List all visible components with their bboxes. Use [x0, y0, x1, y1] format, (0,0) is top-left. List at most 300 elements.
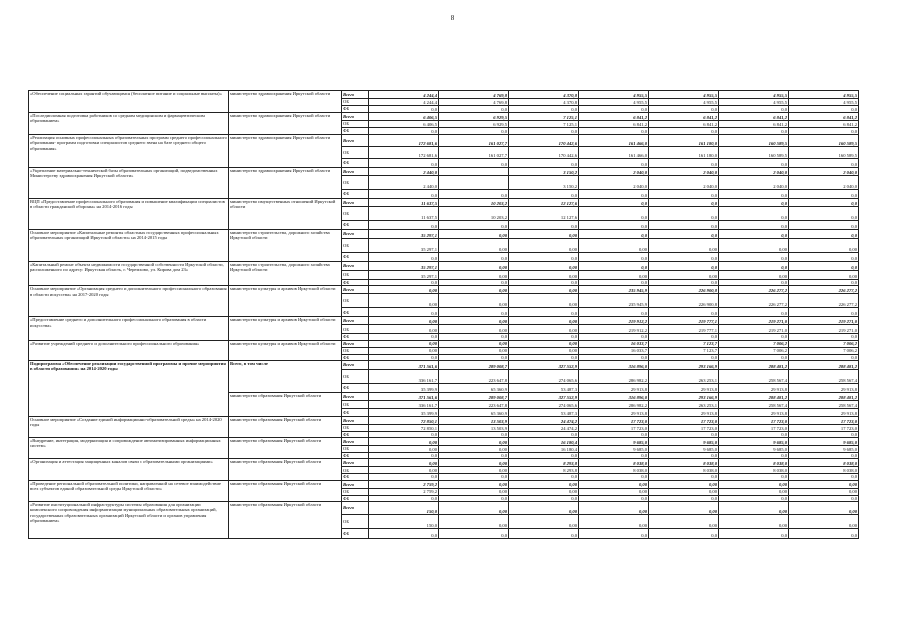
- funding-source: Всего: [342, 416, 369, 424]
- value-cell: 0,0: [509, 495, 579, 501]
- value-cell: 4 244,4: [369, 91, 439, 99]
- value-cell: 0,00: [719, 488, 789, 495]
- value-cell: 0,0: [579, 308, 649, 317]
- value-cell: 219 912,2: [579, 325, 649, 334]
- value-cell: 35 399,9: [369, 383, 439, 392]
- row-name: «Проведение региональной образовательной политики, направленной на сетевое взаимодействие всех субъектов единой образовательной среды Иркутской области»: [29, 480, 229, 501]
- row-name: Основное мероприятие «Капитальные ремонты областных государственных профессиональных образовательных организаций Иркутской области» на 2014-2015 годы: [29, 230, 229, 262]
- funding-source: ФБ: [342, 453, 369, 459]
- value-cell: 0,00: [649, 239, 719, 253]
- value-cell: 29 913,8: [789, 408, 859, 416]
- table-row: [29, 360, 859, 369]
- value-cell: 6 929,5: [439, 121, 509, 128]
- value-cell: 0,0: [789, 495, 859, 501]
- value-cell: 0,0: [649, 159, 719, 168]
- funding-source: Всего: [342, 459, 369, 467]
- value-cell: 0,00: [369, 438, 439, 446]
- value-cell: 4 769,8: [439, 99, 509, 106]
- funding-source: ФБ: [342, 128, 369, 135]
- value-cell: 172 681,6: [369, 135, 439, 147]
- value-cell: 0,0: [579, 474, 649, 480]
- value-cell: 0,00: [579, 480, 649, 488]
- value-cell: 289 008,7: [439, 392, 509, 400]
- value-cell: 0,00: [579, 239, 649, 253]
- value-cell: 258 567,4: [719, 400, 789, 408]
- value-cell: 0,0: [719, 354, 789, 360]
- value-cell: 0,00: [439, 514, 509, 528]
- value-cell: 0,0: [789, 221, 859, 230]
- value-cell: 0,00: [439, 459, 509, 467]
- value-cell: 11 637,5: [369, 207, 439, 221]
- value-cell: 12 127,6: [509, 207, 579, 221]
- value-cell: 29 913,8: [579, 383, 649, 392]
- value-cell: 0,00: [509, 340, 579, 347]
- value-cell: 0,00: [439, 347, 509, 354]
- value-cell: 35 297,1: [369, 239, 439, 253]
- row-name: «Развитие институциональной инфраструктуры системы образования для организации комплексного сопровождения информатизации муниципальных образовательных организаций, государственных образовательных организаций Иркутской области и органов управления образованием»: [29, 501, 229, 538]
- value-cell: 226 277,2: [719, 294, 789, 308]
- value-cell: 0,0: [789, 230, 859, 239]
- value-cell: 0,00: [509, 488, 579, 495]
- funding-source: ФБ: [342, 280, 369, 286]
- value-cell: 17 723,0: [649, 416, 719, 424]
- value-cell: 161 466,0: [579, 147, 649, 159]
- value-cell: 2 040,0: [649, 176, 719, 190]
- value-cell: 7 006,2: [789, 347, 859, 354]
- value-cell: 0,0: [789, 528, 859, 538]
- value-cell: 17 723,0: [649, 424, 719, 431]
- funding-source: ОБ: [342, 239, 369, 253]
- value-cell: 161 180,0: [649, 147, 719, 159]
- value-cell: 0,0: [509, 453, 579, 459]
- value-cell: 0,0: [509, 128, 579, 135]
- value-cell: 0,0: [369, 431, 439, 437]
- value-cell: 226 277,2: [789, 294, 859, 308]
- value-cell: 0,00: [439, 317, 509, 325]
- value-cell: 0,00: [439, 294, 509, 308]
- funding-source: ОБ: [342, 369, 369, 383]
- value-cell: 9 685,0: [649, 446, 719, 453]
- row-executor: министерство здравоохранения Иркутской области: [229, 91, 342, 113]
- value-cell: 0,0: [509, 159, 579, 168]
- value-cell: 2 759,2: [369, 480, 439, 488]
- value-cell: 0,0: [509, 308, 579, 317]
- value-cell: 0,0: [649, 253, 719, 262]
- value-cell: 0,00: [509, 501, 579, 514]
- value-cell: 0,0: [649, 453, 719, 459]
- value-cell: 6 929,5: [439, 113, 509, 121]
- table-row: [29, 416, 859, 424]
- row-executor: министерство культуры и архивов Иркутской области: [229, 317, 342, 340]
- value-cell: 0,0: [369, 528, 439, 538]
- value-cell: 235 945,9: [579, 294, 649, 308]
- funding-source: ФБ: [342, 474, 369, 480]
- value-cell: 4 769,8: [439, 91, 509, 99]
- value-cell: 0,00: [369, 286, 439, 294]
- value-cell: 263 253,1: [649, 400, 719, 408]
- value-cell: 0,0: [789, 253, 859, 262]
- value-cell: 235 945,9: [579, 286, 649, 294]
- value-cell: 219 271,0: [789, 325, 859, 334]
- value-cell: 0,00: [509, 480, 579, 488]
- value-cell: 0,00: [509, 325, 579, 334]
- funding-source: ФБ: [342, 253, 369, 262]
- value-cell: 0,0: [439, 128, 509, 135]
- value-cell: 258 567,4: [789, 369, 859, 383]
- value-cell: 288 481,2: [719, 360, 789, 369]
- value-cell: 219 912,2: [579, 317, 649, 325]
- value-cell: 0,0: [649, 199, 719, 207]
- value-cell: 0,0: [649, 207, 719, 221]
- value-cell: 4 955,5: [649, 91, 719, 99]
- value-cell: 9 685,0: [789, 438, 859, 446]
- value-cell: 0,0: [509, 474, 579, 480]
- value-cell: 2 040,0: [789, 168, 859, 176]
- value-cell: 4 955,5: [719, 91, 789, 99]
- row-executor: министерство образования Иркутской области: [229, 501, 342, 538]
- table-row: [29, 438, 859, 446]
- funding-source: Всего: [342, 480, 369, 488]
- value-cell: 0,0: [789, 159, 859, 168]
- value-cell: 0,0: [719, 528, 789, 538]
- funding-source: ФБ: [342, 383, 369, 392]
- value-cell: 0,00: [439, 446, 509, 453]
- row-executor: министерство образования Иркутской области: [229, 438, 342, 459]
- value-cell: 0,00: [369, 340, 439, 347]
- value-cell: 0,00: [649, 488, 719, 495]
- value-cell: 0,0: [439, 280, 509, 286]
- value-cell: 9 685,0: [719, 438, 789, 446]
- value-cell: 0,0: [649, 221, 719, 230]
- value-cell: 371 561,6: [369, 392, 439, 400]
- value-cell: 0,0: [509, 528, 579, 538]
- value-cell: 0,0: [789, 280, 859, 286]
- value-cell: 0,00: [509, 271, 579, 280]
- subprogram-executor-total: Всего, в том числе: [229, 360, 342, 392]
- value-cell: 336 161,7: [369, 369, 439, 383]
- funding-source: ФБ: [342, 431, 369, 437]
- funding-source: ОБ: [342, 446, 369, 453]
- value-cell: 0,0: [579, 106, 649, 113]
- value-cell: 150,0: [369, 514, 439, 528]
- value-cell: 0,0: [649, 354, 719, 360]
- value-cell: 0,0: [649, 334, 719, 340]
- row-executor: министерство культуры и архивов Иркутской области: [229, 286, 342, 317]
- value-cell: 0,0: [579, 431, 649, 437]
- funding-source: ОБ: [342, 121, 369, 128]
- funding-source: ФБ: [342, 354, 369, 360]
- table-row: [29, 135, 859, 147]
- value-cell: 0,00: [439, 467, 509, 474]
- value-cell: 0,0: [439, 528, 509, 538]
- value-cell: 0,0: [789, 354, 859, 360]
- value-cell: 0,0: [509, 253, 579, 262]
- value-cell: 2 040,0: [789, 176, 859, 190]
- funding-source: ОБ: [342, 424, 369, 431]
- value-cell: [439, 168, 509, 176]
- value-cell: 0,00: [439, 501, 509, 514]
- value-cell: 0,0: [369, 495, 439, 501]
- value-cell: 2 040,0: [719, 176, 789, 190]
- value-cell: 0,0: [789, 128, 859, 135]
- value-cell: 0,0: [439, 159, 509, 168]
- value-cell: 29 913,8: [649, 383, 719, 392]
- funding-source: Всего: [342, 262, 369, 271]
- value-cell: 0,0: [649, 474, 719, 480]
- value-cell: 0,0: [369, 190, 439, 199]
- funding-source: Всего: [342, 113, 369, 121]
- value-cell: 0,0: [789, 106, 859, 113]
- value-cell: 0,0: [719, 128, 789, 135]
- value-cell: 0,0: [719, 495, 789, 501]
- value-cell: 0,00: [509, 347, 579, 354]
- value-cell: 8 293,8: [509, 467, 579, 474]
- value-cell: 0,0: [579, 495, 649, 501]
- value-cell: 4 955,5: [719, 99, 789, 106]
- value-cell: 226 277,2: [789, 286, 859, 294]
- funding-source: ОБ: [342, 207, 369, 221]
- value-cell: 2 040,0: [579, 176, 649, 190]
- row-name: «Обеспечение социальных гарантий обучающимся (бесплатное питание и социальные выплаты)»: [29, 91, 229, 113]
- value-cell: 0,0: [439, 453, 509, 459]
- value-cell: 0,00: [579, 501, 649, 514]
- funding-source: Всего: [342, 91, 369, 99]
- value-cell: 0,0: [649, 528, 719, 538]
- value-cell: [439, 176, 509, 190]
- value-cell: 0,0: [719, 334, 789, 340]
- value-cell: 35 399,9: [369, 408, 439, 416]
- value-cell: 0,0: [439, 190, 509, 199]
- value-cell: 0,0: [369, 128, 439, 135]
- value-cell: 0,0: [719, 106, 789, 113]
- budget-table-body: [29, 91, 859, 539]
- value-cell: 0,0: [369, 308, 439, 317]
- funding-source: ОБ: [342, 467, 369, 474]
- table-row: [29, 317, 859, 325]
- value-cell: 0,0: [579, 221, 649, 230]
- value-cell: 219 777,1: [649, 317, 719, 325]
- row-executor: министерство строительства, дорожного хозяйства Иркутской области: [229, 230, 342, 262]
- value-cell: 53 487,3: [509, 383, 579, 392]
- value-cell: 0,0: [579, 207, 649, 221]
- value-cell: 0,0: [509, 106, 579, 113]
- value-cell: 170 442,6: [509, 135, 579, 147]
- value-cell: 17 723,0: [789, 416, 859, 424]
- value-cell: 6 841,2: [789, 121, 859, 128]
- value-cell: 29 913,8: [719, 383, 789, 392]
- value-cell: 0,0: [789, 199, 859, 207]
- value-cell: 0,0: [719, 253, 789, 262]
- value-cell: 8 293,8: [509, 459, 579, 467]
- value-cell: 6 841,2: [649, 113, 719, 121]
- value-cell: 0,00: [439, 340, 509, 347]
- value-cell: 371 561,6: [369, 360, 439, 369]
- value-cell: 0,0: [369, 221, 439, 230]
- funding-source: Всего: [342, 135, 369, 147]
- value-cell: 327 552,9: [509, 360, 579, 369]
- value-cell: 8 038,0: [789, 467, 859, 474]
- value-cell: 0,00: [439, 480, 509, 488]
- value-cell: 0,0: [509, 280, 579, 286]
- value-cell: 0,00: [369, 317, 439, 325]
- funding-source: Всего: [342, 199, 369, 207]
- funding-source: ФБ: [342, 334, 369, 340]
- value-cell: 13 503,9: [439, 424, 509, 431]
- value-cell: 0,00: [649, 480, 719, 488]
- value-cell: 161 027,7: [439, 147, 509, 159]
- value-cell: 293 166,9: [649, 392, 719, 400]
- value-cell: 288 481,2: [789, 360, 859, 369]
- value-cell: 170 442,6: [509, 147, 579, 159]
- value-cell: 72 850,1: [369, 416, 439, 424]
- row-executor: министерство здравоохранения Иркутской области: [229, 113, 342, 135]
- row-executor: министерство имущественных отношений Иркутской области: [229, 199, 342, 230]
- value-cell: 17 723,0: [579, 416, 649, 424]
- value-cell: 0,0: [719, 453, 789, 459]
- value-cell: 7 006,2: [719, 347, 789, 354]
- row-name: «Реализация основных профессиональных образовательных программ среднего профессионального образования- программ подготовки специалистов среднего звена на базе среднего общего образования»: [29, 135, 229, 168]
- value-cell: 288 481,2: [789, 392, 859, 400]
- value-cell: 0,0: [789, 334, 859, 340]
- value-cell: 7 006,2: [789, 340, 859, 347]
- value-cell: 219 271,0: [719, 325, 789, 334]
- value-cell: 316 896,0: [579, 392, 649, 400]
- value-cell: 8 038,0: [649, 467, 719, 474]
- value-cell: 35 297,1: [369, 230, 439, 239]
- value-cell: 7 125,1: [509, 113, 579, 121]
- value-cell: 0,00: [509, 294, 579, 308]
- row-executor: министерство образования Иркутской области: [229, 416, 342, 437]
- value-cell: 0,00: [439, 230, 509, 239]
- value-cell: 0,0: [719, 221, 789, 230]
- value-cell: 327 552,9: [509, 392, 579, 400]
- value-cell: 0,0: [789, 262, 859, 271]
- value-cell: 16 180,4: [509, 446, 579, 453]
- value-cell: 293 166,9: [649, 360, 719, 369]
- value-cell: 0,00: [369, 294, 439, 308]
- value-cell: 0,0: [649, 190, 719, 199]
- value-cell: 172 681,6: [369, 147, 439, 159]
- value-cell: 10 203,2: [439, 199, 509, 207]
- value-cell: 8 038,0: [719, 459, 789, 467]
- value-cell: 0,00: [439, 488, 509, 495]
- value-cell: 72 850,1: [369, 424, 439, 431]
- value-cell: 2 440,0: [369, 176, 439, 190]
- value-cell: 6 406,5: [369, 121, 439, 128]
- value-cell: 0,0: [579, 253, 649, 262]
- value-cell: 6 406,5: [369, 113, 439, 121]
- value-cell: 0,00: [649, 514, 719, 528]
- table-row: [29, 480, 859, 488]
- value-cell: 161 027,7: [439, 135, 509, 147]
- value-cell: 8 038,0: [579, 467, 649, 474]
- value-cell: 0,0: [369, 106, 439, 113]
- value-cell: 226 277,2: [719, 286, 789, 294]
- value-cell: 0,00: [579, 514, 649, 528]
- value-cell: 0,0: [579, 334, 649, 340]
- value-cell: 0,0: [789, 190, 859, 199]
- funding-source: ОБ: [342, 147, 369, 159]
- value-cell: 0,0: [509, 334, 579, 340]
- value-cell: 65 360,9: [439, 383, 509, 392]
- funding-source: ФБ: [342, 106, 369, 113]
- funding-source: ОБ: [342, 325, 369, 334]
- table-row: [29, 199, 859, 207]
- value-cell: 0,0: [719, 207, 789, 221]
- row-name: «Организация и аттестация защищенных каналов связи с образовательными организациями»: [29, 459, 229, 480]
- value-cell: 263 253,1: [649, 369, 719, 383]
- value-cell: 17 723,0: [719, 416, 789, 424]
- row-name: Основное мероприятие «Организация среднего и дополнительного профессионального образования в области искусства» на 2017-2020 годы: [29, 286, 229, 317]
- value-cell: 161 466,0: [579, 135, 649, 147]
- value-cell: 0,0: [439, 474, 509, 480]
- value-cell: 0,00: [789, 271, 859, 280]
- funding-source: Всего: [342, 360, 369, 369]
- value-cell: 2 040,0: [719, 168, 789, 176]
- value-cell: 219 271,0: [789, 317, 859, 325]
- value-cell: 17 723,0: [719, 424, 789, 431]
- value-cell: 0,0: [579, 159, 649, 168]
- value-cell: 9 685,0: [789, 446, 859, 453]
- value-cell: 0,0: [369, 334, 439, 340]
- value-cell: 2 440,0: [369, 168, 439, 176]
- funding-source: Всего: [342, 317, 369, 325]
- value-cell: 7 125,1: [509, 121, 579, 128]
- funding-source: Всего: [342, 230, 369, 239]
- funding-source: ФБ: [342, 408, 369, 416]
- value-cell: 4 955,5: [579, 91, 649, 99]
- value-cell: 6 841,2: [789, 113, 859, 121]
- row-executor: министерство образования Иркутской области: [229, 459, 342, 480]
- value-cell: 9 685,0: [719, 446, 789, 453]
- value-cell: 0,0: [509, 190, 579, 199]
- value-cell: 0,0: [649, 431, 719, 437]
- value-cell: 274 065,6: [509, 369, 579, 383]
- funding-source: ФБ: [342, 221, 369, 230]
- value-cell: 9 685,0: [649, 438, 719, 446]
- value-cell: 29 913,8: [579, 408, 649, 416]
- value-cell: 219 777,1: [649, 325, 719, 334]
- row-executor: министерство строительства, дорожного хозяйства Иркутской области: [229, 262, 342, 286]
- row-name: «Развитие учреждений среднего и дополнительного профессионального образования»: [29, 340, 229, 360]
- value-cell: 8 038,0: [789, 459, 859, 467]
- value-cell: 16 180,4: [509, 438, 579, 446]
- funding-source: ФБ: [342, 190, 369, 199]
- value-cell: 0,0: [439, 106, 509, 113]
- value-cell: 0,0: [439, 221, 509, 230]
- funding-source: ОБ: [342, 514, 369, 528]
- value-cell: 0,00: [509, 262, 579, 271]
- row-name: Основное мероприятие «Создание единой информационно-образовательной среды» на 2014-2020 годы: [29, 416, 229, 437]
- value-cell: 0,00: [719, 480, 789, 488]
- value-cell: 29 913,8: [719, 408, 789, 416]
- value-cell: 29 913,8: [789, 383, 859, 392]
- row-executor: министерство здравоохранения Иркутской области: [229, 135, 342, 168]
- value-cell: 160 589,5: [789, 147, 859, 159]
- value-cell: 258 567,4: [789, 400, 859, 408]
- value-cell: 0,0: [439, 308, 509, 317]
- funding-source: ОБ: [342, 294, 369, 308]
- value-cell: 150,0: [369, 501, 439, 514]
- value-cell: 0,0: [719, 230, 789, 239]
- subprogram-name: Подпрограмма «Обеспечение реализации государственной программы и прочие мероприятия в области образования» на 2014-2020 годы: [29, 360, 229, 416]
- value-cell: 0,00: [439, 325, 509, 334]
- value-cell: 0,0: [649, 230, 719, 239]
- value-cell: 7 123,7: [649, 340, 719, 347]
- value-cell: 13 503,9: [439, 416, 509, 424]
- value-cell: 160 589,5: [789, 135, 859, 147]
- value-cell: 0,0: [579, 453, 649, 459]
